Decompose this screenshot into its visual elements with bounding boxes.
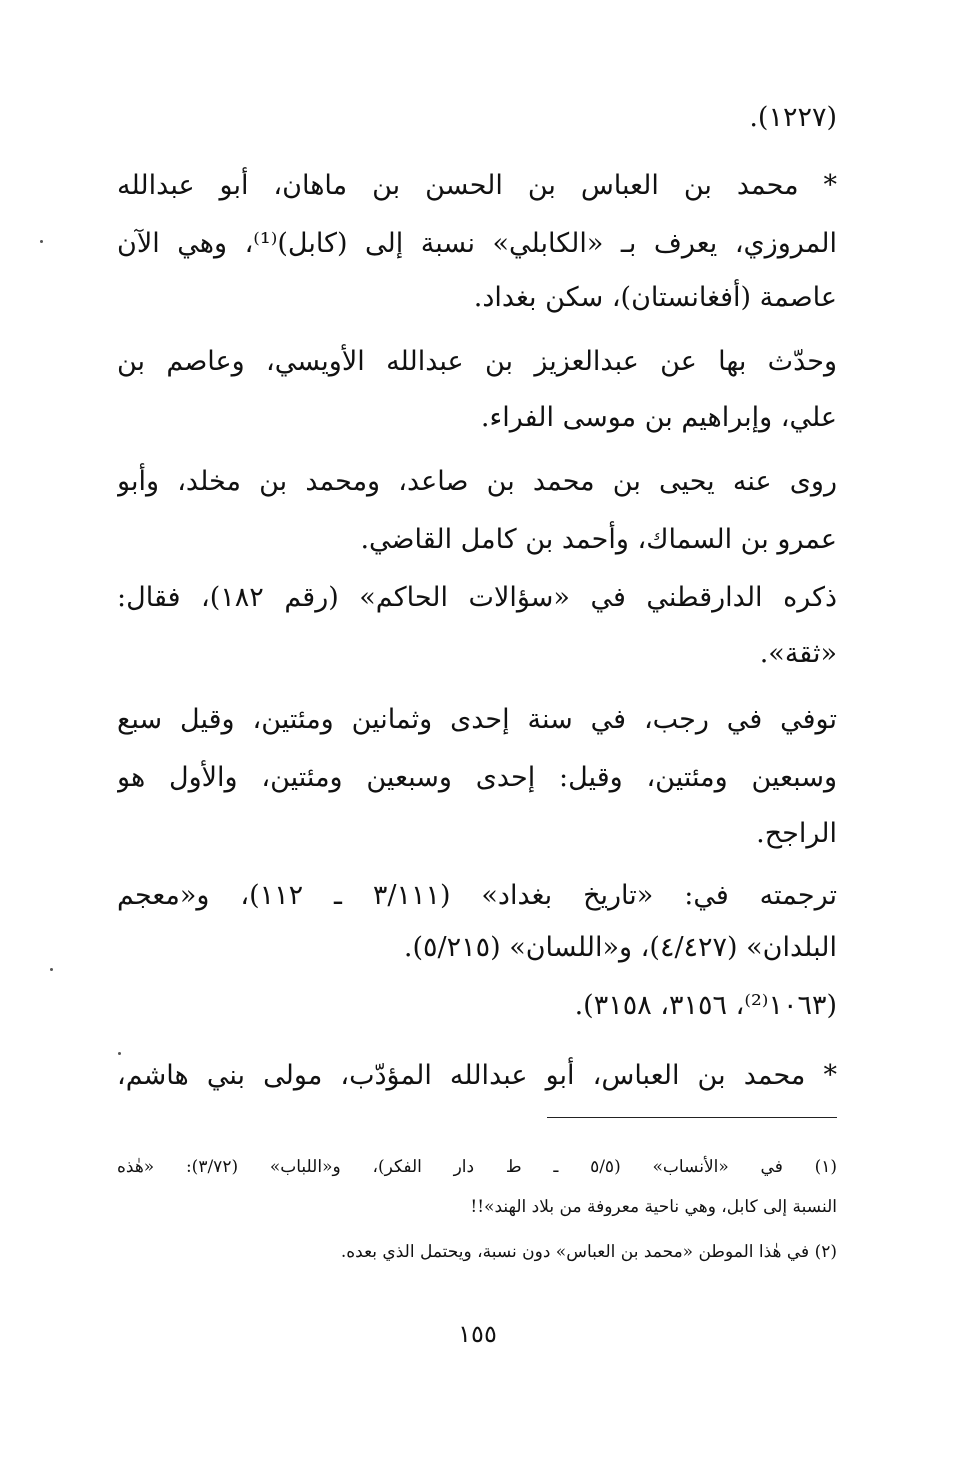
entry-text-line: عاصمة (أفغانستان)، سكن بغداد. xyxy=(473,282,837,313)
entry-reference-line: (١٠٦٣⁽²⁾، ٣١٥٦، ٣١٥٨). xyxy=(574,990,837,1021)
entry-text-line: «ثقة». xyxy=(759,638,837,669)
entry-text-line: توفي في رجب، في سنة إحدى وثمانين ومئتين، وقيل سبع xyxy=(117,704,837,735)
scan-speck xyxy=(50,968,53,971)
entry-text-line: المروزي، يعرف بـ «الكابلي» نسبة إلى (كابل)⁽¹⁾، وهي الآن xyxy=(117,228,837,259)
scan-speck xyxy=(40,240,43,243)
entry-text-line: البلدان» (٤/٤٢٧)، و«اللسان» (٥/٢١٥). xyxy=(403,932,837,963)
page-number: ١٥٥ xyxy=(458,1320,497,1348)
entry-reference-line: (١٢٢٧). xyxy=(749,102,837,133)
entry-text-line: ذكره الدارقطني في «سؤالات الحاكم» (رقم ١٨٢)، فقال: xyxy=(117,582,837,613)
entry-text-line: وحدّث بها عن عبدالعزيز بن عبدالله الأويسي، وعاصم بن xyxy=(117,346,837,377)
entry-text-line: * محمد بن العباس بن الحسن بن ماهان، أبو عبدالله xyxy=(117,170,837,201)
entry-text-line: * محمد بن العباس، أبو عبدالله المؤدّب، مولى بني هاشم، xyxy=(117,1060,837,1091)
footnote-line: (٢) في هٰذا الموطن «محمد بن العباس» دون نسبة، ويحتمل الذي بعده. xyxy=(340,1242,837,1262)
footnote-separator xyxy=(547,1117,837,1118)
footnote-line: النسبة إلى كابل، وهي ناحية معروفة من بلاد الهند»!! xyxy=(470,1197,837,1217)
entry-text-line: علي، وإبراهيم بن موسى الفراء. xyxy=(480,402,837,433)
footnote-line: (١) في «الأنساب» (٥/٥ ـ ط دار الفكر)، و«اللباب» (٣/٧٢): «هٰذه xyxy=(117,1157,837,1177)
entry-text-line: روى عنه يحيى بن محمد بن صاعد، ومحمد بن مخلد، وأبو xyxy=(117,466,837,497)
entry-text-line: عمرو بن السماك، وأحمد بن كامل القاضي. xyxy=(360,524,837,555)
entry-text-line: وسبعين ومئتين، وقيل: إحدى وسبعين ومئتين، والأول هو xyxy=(117,762,837,793)
scan-speck xyxy=(118,1052,121,1055)
entry-text-line: الراجح. xyxy=(756,818,837,849)
entry-text-line: ترجمته في: «تاريخ بغداد» (٣/١١١ ـ ١١٢)، و«معجم xyxy=(117,880,837,911)
